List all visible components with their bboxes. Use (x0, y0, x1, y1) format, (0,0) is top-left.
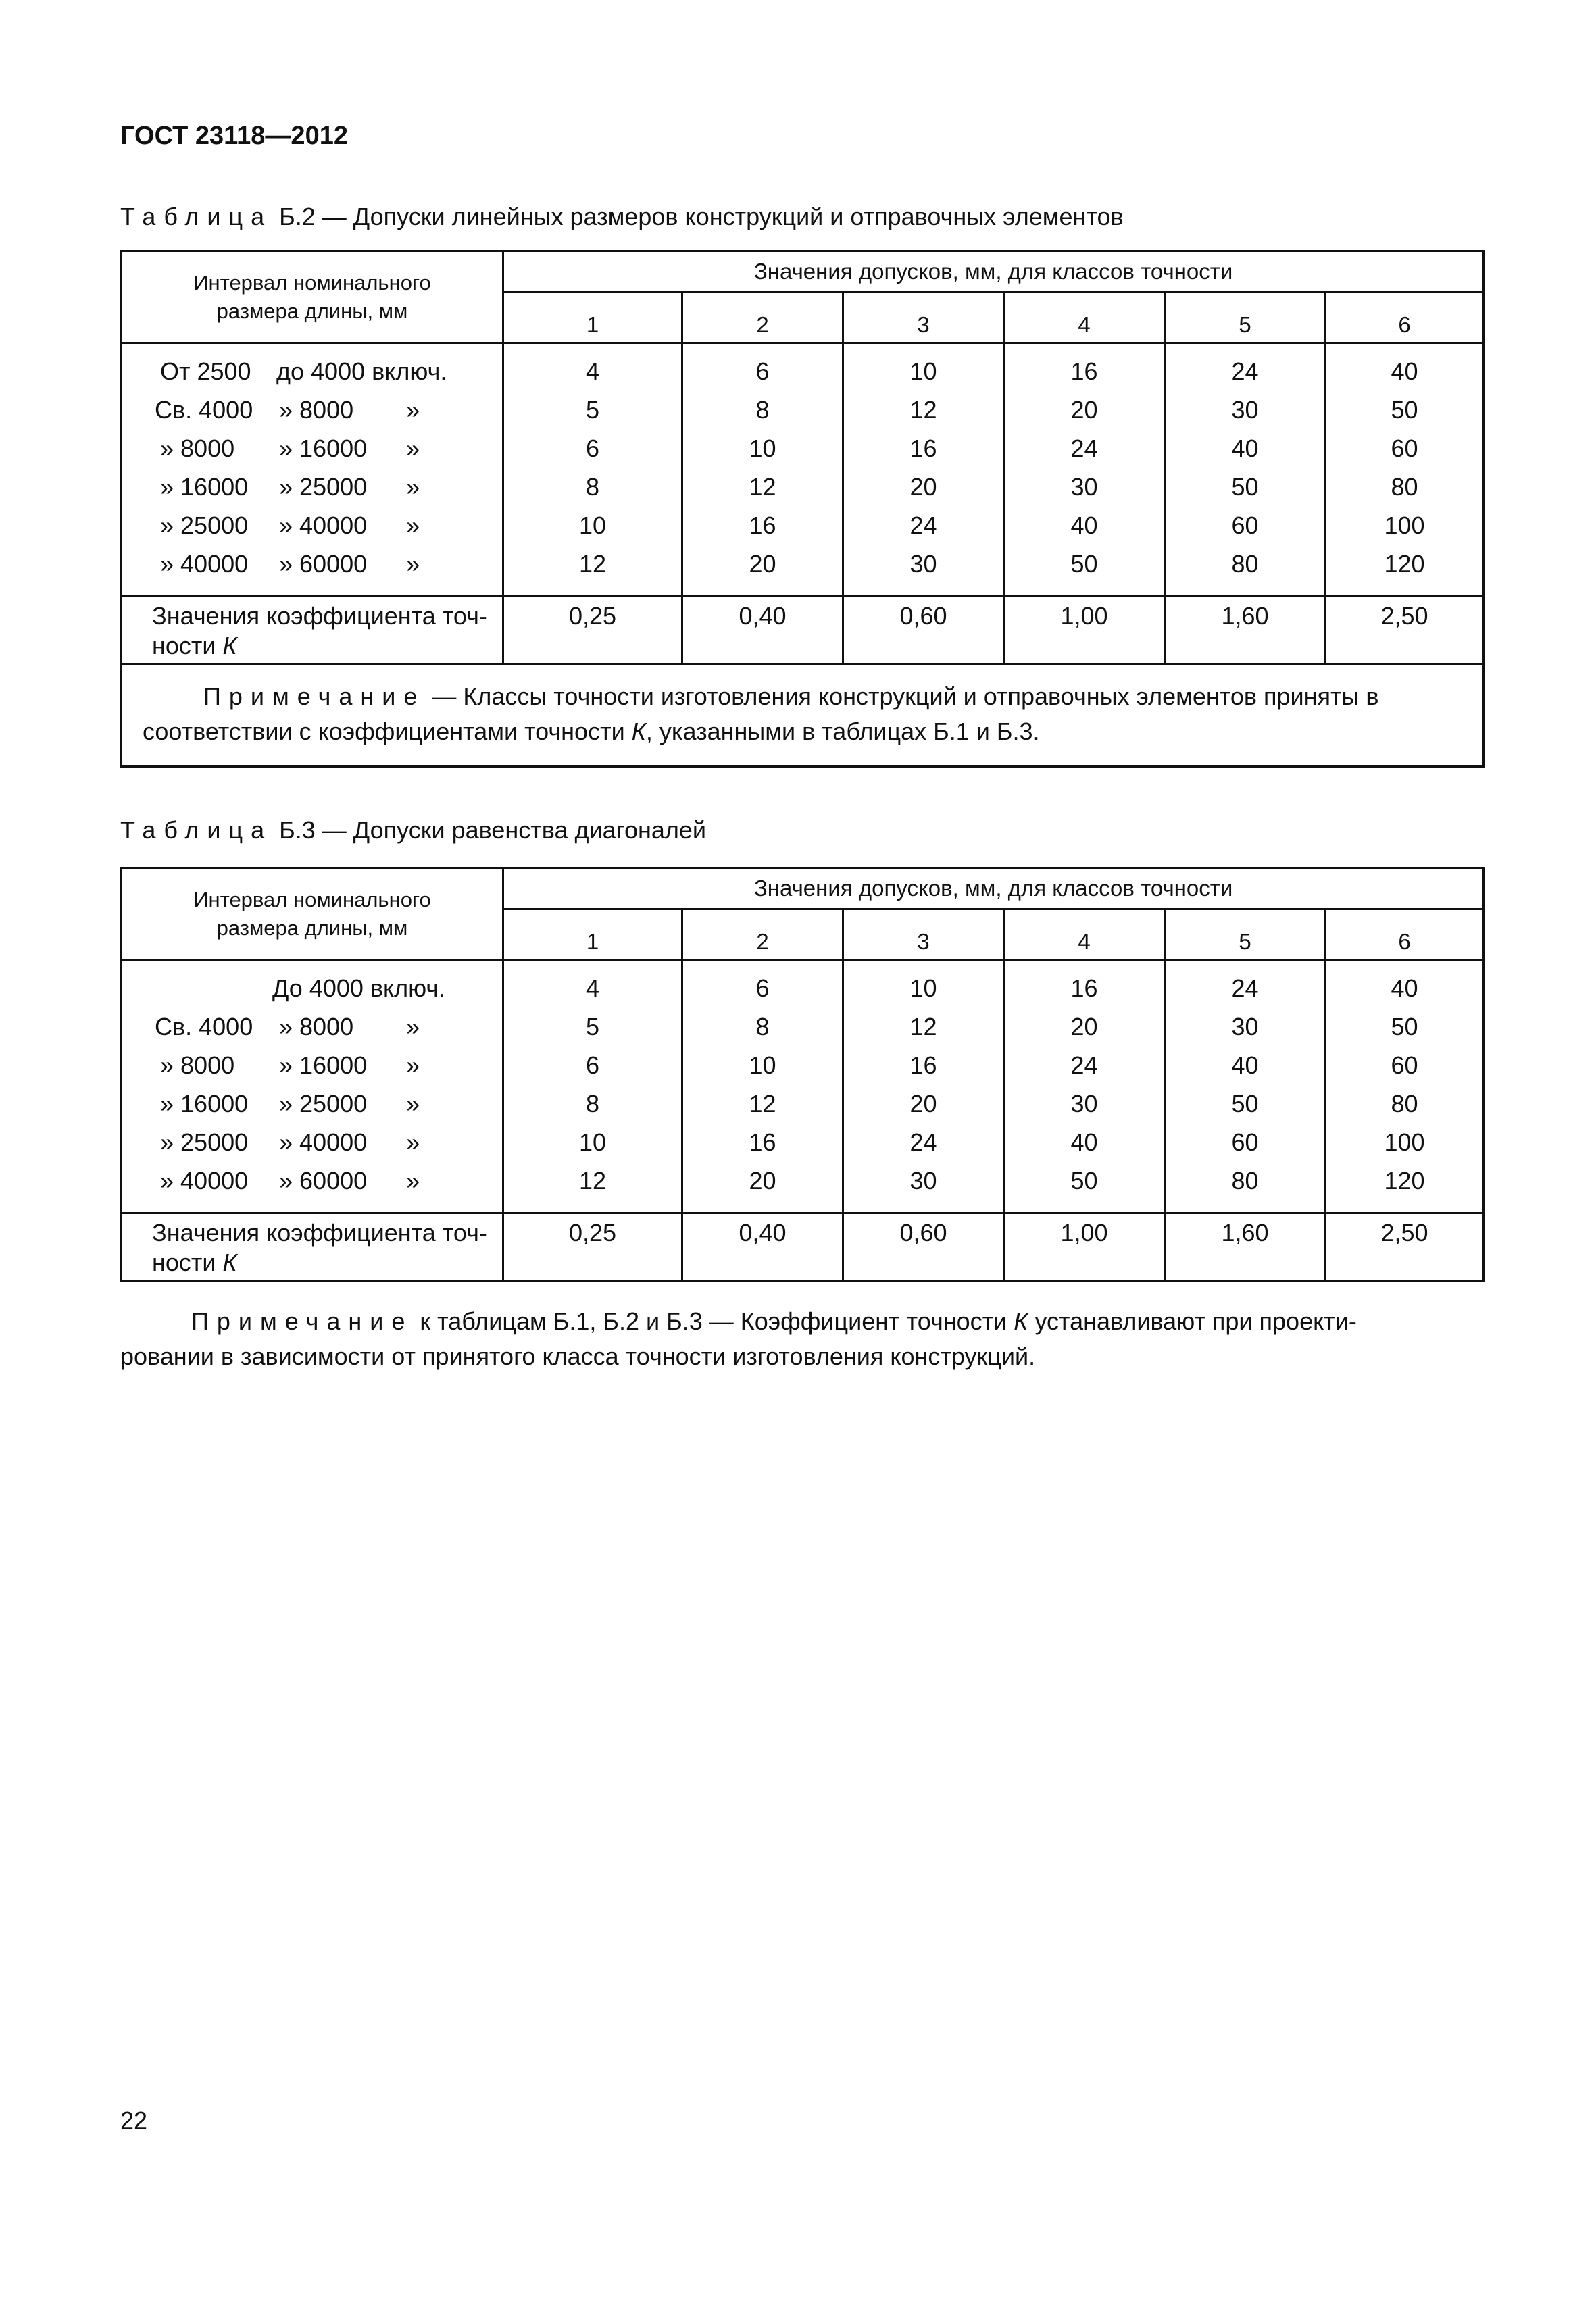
table-b2-class3-column (843, 343, 1004, 597)
table-cell: 2,50 (1326, 1213, 1484, 1282)
table-b2-group-header: Значения допусков, мм, для классов точности (503, 251, 1484, 293)
table-cell: 24 (909, 1128, 937, 1156)
table-cell: 4 (585, 357, 600, 385)
table-cell: 10 (909, 357, 937, 385)
table-cell: 24 (1231, 974, 1259, 1002)
table-b2-interval-row: » 16000 » 25000 » (160, 473, 420, 501)
table-b3-class-header: 5 (1165, 909, 1326, 960)
table-cell: 4 (585, 974, 600, 1002)
table-cell: 12 (749, 473, 776, 501)
table-cell: 6 (755, 357, 770, 385)
table-b3-class3-column (843, 960, 1004, 1213)
bottom-note (120, 1304, 1482, 1374)
table-cell: 100 (1384, 511, 1425, 539)
table-cell: 8 (755, 396, 770, 424)
table-cell: 80 (1231, 1167, 1259, 1194)
table-cell: 10 (578, 1128, 607, 1156)
table-b3-interval-column (122, 960, 503, 1213)
table-cell: 30 (909, 550, 937, 578)
table-cell: 6 (585, 1051, 600, 1079)
table-cell: 30 (1070, 473, 1098, 501)
table-cell: 10 (749, 434, 776, 462)
table-cell: 0,60 (843, 597, 1004, 665)
table-cell: 0,40 (682, 597, 843, 665)
table-b3-class-header: 1 (503, 909, 682, 960)
table-cell: 40 (1070, 1128, 1098, 1156)
table-cell: 16 (1070, 357, 1098, 385)
table-cell: 40 (1231, 434, 1259, 462)
table-b3-interval-row: Св. 4000 » 8000 » (155, 1013, 420, 1040)
table-b2-class-header: 6 (1326, 293, 1484, 343)
table-cell: 50 (1391, 396, 1418, 424)
table-cell: 30 (1070, 1090, 1098, 1117)
table-b3-class-header: 4 (1004, 909, 1165, 960)
table-b3-class1-column (503, 960, 682, 1213)
table-b3-coef-label: Значения коэффициента точ- ности К (122, 1213, 503, 1282)
table-cell: 0,60 (843, 1213, 1004, 1282)
table-b2-interval-row: » 40000 » 60000 » (160, 550, 420, 578)
table-b3-data-block (122, 960, 1484, 1213)
table-cell: 0,25 (503, 597, 682, 665)
table-cell: 12 (909, 396, 937, 424)
table-cell: 24 (1070, 1051, 1098, 1079)
table-cell: 8 (585, 1090, 600, 1117)
table-cell: 16 (909, 1051, 937, 1079)
table-cell: 16 (749, 511, 776, 539)
table-b2-class-header: 1 (503, 293, 682, 343)
table-b3-class-header: 3 (843, 909, 1004, 960)
table-cell: 80 (1391, 473, 1418, 501)
table-b2-interval-row: Св. 4000 » 8000 » (155, 396, 420, 424)
table-b3-class6-column (1326, 960, 1484, 1213)
table-cell: 80 (1391, 1090, 1418, 1117)
table-cell: 2,50 (1326, 597, 1484, 665)
table-b3-interval-row: » 25000 » 40000 » (160, 1128, 420, 1156)
table-cell: 60 (1391, 434, 1418, 462)
table-b3-coef-row (122, 1213, 1484, 1282)
table-b2-class1-column (503, 343, 682, 597)
table-cell: 40 (1391, 974, 1418, 1002)
table-cell: 120 (1384, 1167, 1425, 1194)
table-cell: 10 (909, 974, 937, 1002)
table-b3-class-header: 6 (1326, 909, 1484, 960)
table-cell: 24 (909, 511, 937, 539)
table-cell: 20 (909, 473, 937, 501)
table-cell: 0,40 (682, 1213, 843, 1282)
table-cell: 1,60 (1165, 1213, 1326, 1282)
table-cell: 40 (1231, 1051, 1259, 1079)
table-b2-class-header: 3 (843, 293, 1004, 343)
table-cell: 60 (1391, 1051, 1418, 1079)
table-cell: 10 (578, 511, 607, 539)
table-cell: 60 (1231, 1128, 1259, 1156)
table-cell: 50 (1231, 1090, 1259, 1117)
table-b3-class-header: 2 (682, 909, 843, 960)
table-b2-coef-row (122, 597, 1484, 665)
table-b2-coef-label: Значения коэффициента точ- ности К (122, 597, 503, 665)
table-cell: 24 (1070, 434, 1098, 462)
table-cell: 16 (1070, 974, 1098, 1002)
table-cell: 10 (749, 1051, 776, 1079)
table-b2-class-header: 4 (1004, 293, 1165, 343)
bottom-note-line2: ровании в зависимости от принятого класса точности изготовления конструкций. (120, 1342, 1036, 1370)
table-b2-interval-row: » 25000 » 40000 » (160, 511, 420, 539)
table-cell: 1,60 (1165, 597, 1326, 665)
table-b2-class5-column (1165, 343, 1326, 597)
table-b2-note-row (122, 665, 1484, 767)
table-cell: 60 (1231, 511, 1259, 539)
table-cell: 40 (1070, 511, 1098, 539)
table-cell: 12 (578, 1167, 607, 1194)
table-b3-interval-row: » 16000 » 25000 » (160, 1090, 420, 1117)
table-b2-note: Примечание — Классы точности изготовления конструкций и отправочных элементов приняты в соответствии с коэффициентами точности К, указанными в таблицах Б.1 и Б.3. (122, 665, 1484, 767)
table-b2-caption-word: Таблица (120, 203, 273, 230)
table-b3-header-row (122, 868, 1484, 909)
table-cell: 80 (1231, 550, 1259, 578)
table-b2-interval-column (122, 343, 503, 597)
table-b2-interval-row: » 8000 » 16000 » (160, 434, 420, 462)
table-cell: 20 (909, 1090, 937, 1117)
table-b2-header-row (122, 251, 1484, 293)
table-b3-interval-header: Интервал номинального размера длины, мм (122, 868, 503, 960)
table-cell: 20 (1070, 1013, 1098, 1040)
table-b2-class2-column (682, 343, 843, 597)
table-cell: 20 (749, 550, 776, 578)
table-cell: 6 (585, 434, 600, 462)
table-b2-caption (120, 203, 1124, 231)
table-cell: 50 (1391, 1013, 1418, 1040)
table-cell: 30 (1231, 1013, 1259, 1040)
table-cell: 50 (1070, 1167, 1098, 1194)
table-b3-interval-row: » 8000 » 16000 » (160, 1051, 420, 1079)
document-title: ГОСТ 23118—2012 (120, 122, 348, 150)
table-b3-class2-column (682, 960, 843, 1213)
table-b2-interval-header: Интервал номинального размера длины, мм (122, 251, 503, 343)
table-cell: 30 (1231, 396, 1259, 424)
table-b3-interval-row: » 40000 » 60000 » (160, 1167, 420, 1194)
table-cell: 16 (749, 1128, 776, 1156)
table-cell: 40 (1391, 357, 1418, 385)
table-b3-class4-column (1004, 960, 1165, 1213)
table-cell: 8 (755, 1013, 770, 1040)
page-number: 22 (120, 2107, 148, 2134)
table-b3-class5-column (1165, 960, 1326, 1213)
table-cell: 12 (749, 1090, 776, 1117)
table-cell: 0,25 (503, 1213, 682, 1282)
table-cell: 1,00 (1004, 1213, 1165, 1282)
table-cell: 50 (1231, 473, 1259, 501)
table-cell: 30 (909, 1167, 937, 1194)
table-cell: 16 (909, 434, 937, 462)
table-cell: 100 (1384, 1128, 1425, 1156)
table-b3-interval-row: До 4000 включ. (272, 974, 446, 1002)
table-b2-class-header: 2 (682, 293, 843, 343)
table-cell: 12 (909, 1013, 937, 1040)
table-cell: 20 (749, 1167, 776, 1194)
table-cell: 20 (1070, 396, 1098, 424)
bottom-note-line1: Примечание к таблицам Б.1, Б.2 и Б.3 — Коэффициент точности К устанавливают при проекти- (191, 1307, 1357, 1335)
table-b3-group-header: Значения допусков, мм, для классов точности (503, 868, 1484, 909)
table-b2-data-block (122, 343, 1484, 597)
table-cell: 5 (585, 396, 600, 424)
table-cell: 8 (585, 473, 600, 501)
table-cell: 50 (1070, 550, 1098, 578)
table-b2-class4-column (1004, 343, 1165, 597)
table-cell: 120 (1384, 550, 1425, 578)
table-cell: 1,00 (1004, 597, 1165, 665)
table-cell: 24 (1231, 357, 1259, 385)
table-b2-class-header: 5 (1165, 293, 1326, 343)
table-b2 (120, 250, 1485, 768)
table-cell: 6 (755, 974, 770, 1002)
table-b3 (120, 867, 1485, 1282)
table-cell: 5 (585, 1013, 600, 1040)
table-cell: 12 (578, 550, 607, 578)
table-b3-caption (120, 816, 706, 845)
table-b2-class6-column (1326, 343, 1484, 597)
table-b3-caption-text: Б.3 — Допуски равенства диагоналей (272, 816, 707, 844)
table-b2-interval-row: От 2500 до 4000 включ. (160, 357, 447, 385)
table-b3-caption-word: Таблица (120, 816, 273, 844)
table-b2-caption-text: Б.2 — Допуски линейных размеров конструкций и отправочных элементов (272, 203, 1124, 230)
